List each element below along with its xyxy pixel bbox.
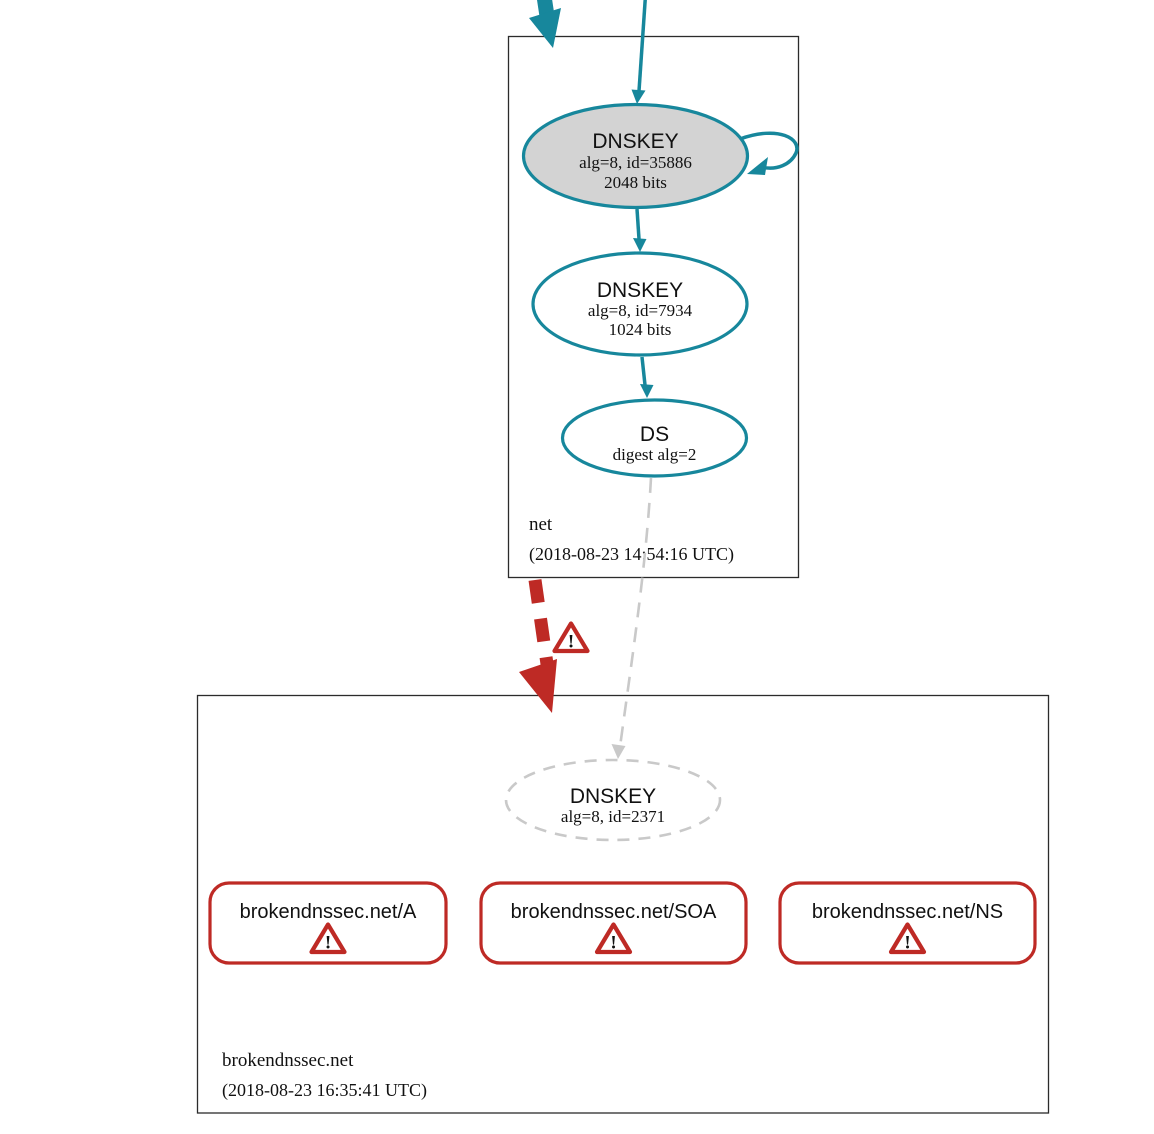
node-dnskey-2371-label: DNSKEY	[569, 785, 657, 808]
node-dnskey-7934[interactable]	[533, 253, 747, 355]
node-rrset-ns-label: brokendnssec.net/NS	[811, 901, 1004, 923]
node-dnskey-2371-detail1: alg=8, id=2371	[560, 807, 666, 826]
node-dnskey-35886-detail2: 2048 bits	[604, 173, 667, 192]
node-dnskey-35886-detail1: alg=8, id=35886	[579, 153, 692, 172]
warning-exclamation: !	[904, 932, 911, 954]
zone-name-brokendnssec-net: brokendnssec.net	[222, 1050, 354, 1071]
edge-dnskey-35886-to-dnskey-7934-shaft	[637, 209, 639, 239]
node-dnskey-35886-label: DNSKEY	[592, 130, 679, 153]
node-dnskey-7934-label: DNSKEY	[596, 279, 684, 302]
warning-exclamation: !	[324, 932, 332, 954]
node-rrset-soa[interactable]	[481, 883, 746, 963]
edge-delegation-bogus	[519, 580, 557, 713]
zone-timestamp-brokendnssec-net: (2018-08-23 16:35:41 UTC)	[222, 1080, 427, 1100]
node-ds-detail1: digest alg=2	[612, 445, 697, 464]
zone-timestamp-net: (2018-08-23 14:54:16 UTC)	[529, 544, 734, 564]
edge-delegation-bogus-shaft	[535, 580, 547, 664]
node-ds-label: DS	[639, 423, 670, 446]
warning-exclamation: !	[610, 932, 617, 954]
node-dnskey-2371[interactable]	[506, 760, 720, 840]
warning-exclamation: !	[567, 631, 575, 653]
warning-icon-delegation	[555, 624, 588, 653]
zone-name-net: net	[529, 514, 553, 535]
node-rrset-a-label: brokendnssec.net/A	[239, 901, 417, 923]
node-dnskey-35886[interactable]	[524, 105, 748, 208]
node-rrset-a[interactable]	[210, 883, 446, 963]
node-rrset-soa-label: brokendnssec.net/SOA	[510, 901, 717, 923]
node-rrset-ns[interactable]	[780, 883, 1035, 963]
node-dnskey-7934-detail2: 1024 bits	[608, 320, 672, 339]
node-dnskey-7934-detail1: alg=8, id=7934	[587, 301, 693, 320]
node-ds[interactable]	[563, 400, 747, 476]
